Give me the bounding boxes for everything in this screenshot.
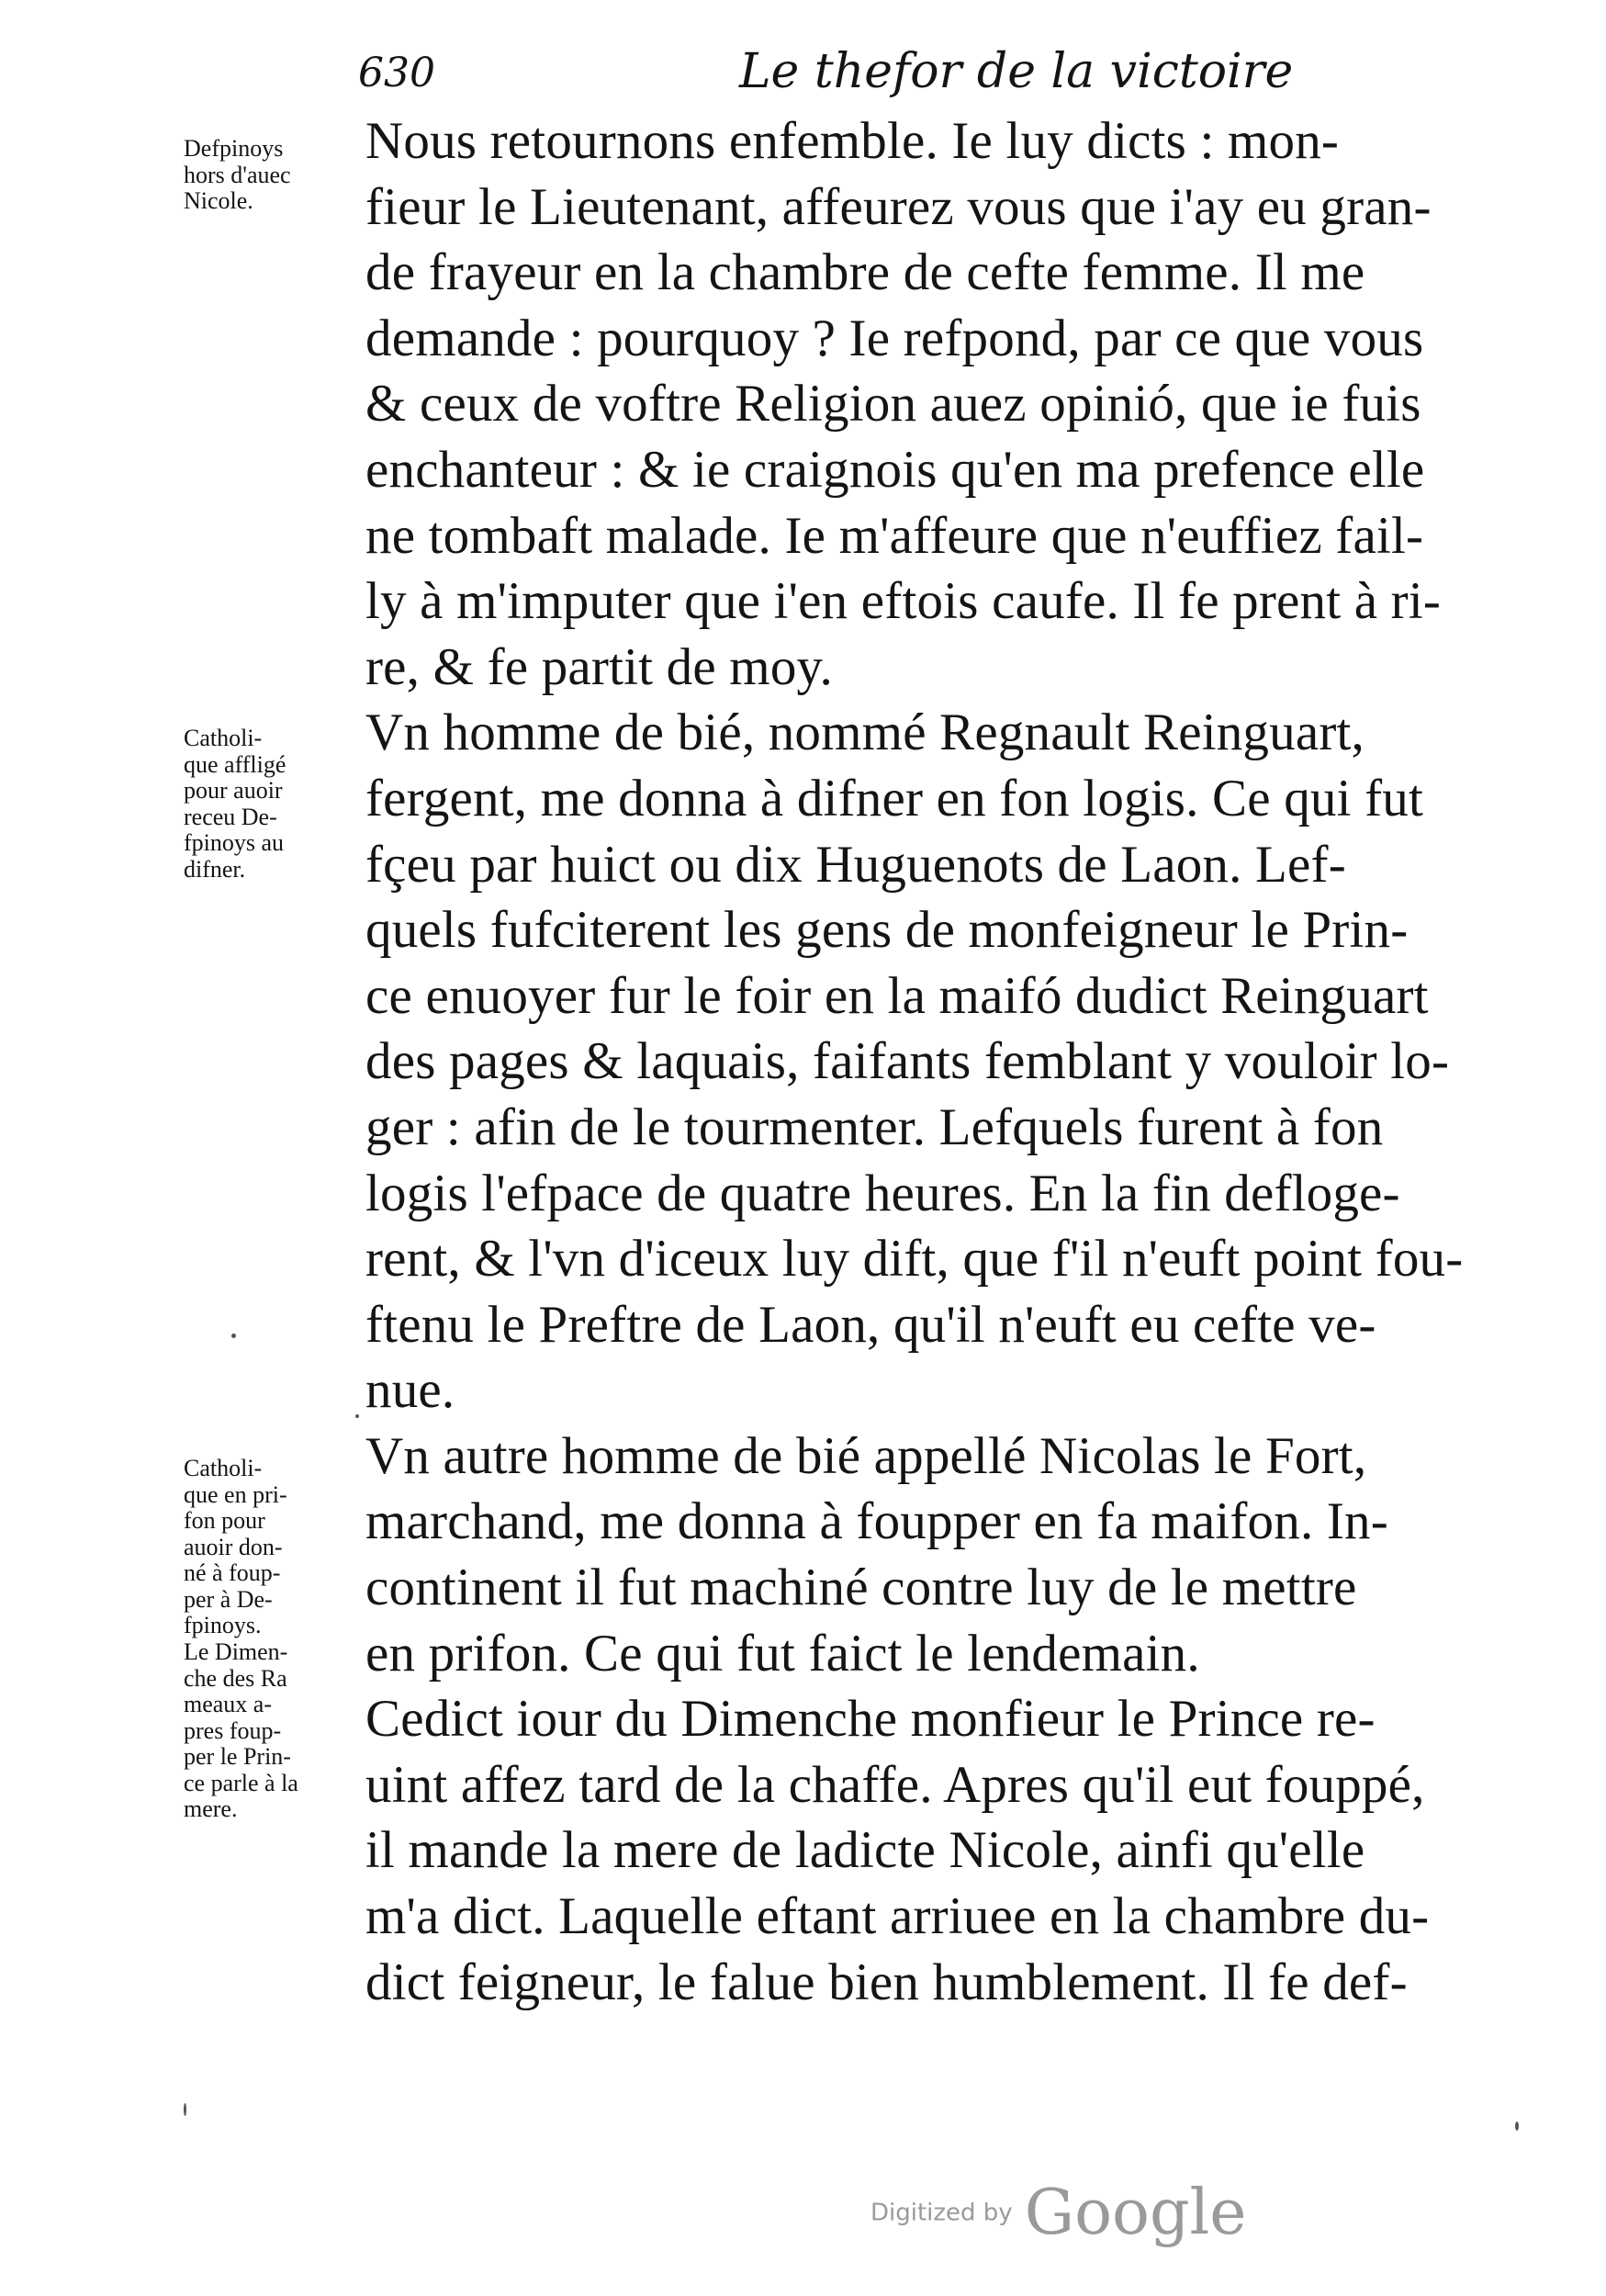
body-text	[365, 108, 1477, 2015]
text-line: des pages & laquais, faifants femblant y vouloir lo-	[365, 1032, 1450, 1091]
margin-note-1: Defpinoys hors d'auec Nicole.	[184, 135, 291, 214]
margin-note-2: Catholi- que affligé pour auoir receu De- fpinoys au difner.	[184, 725, 286, 883]
text-line: m'a dict. Laquelle eftant arriuee en la chambre du-	[365, 1887, 1430, 1946]
text-line: marchand, me donna à foupper en fa maifon. In-	[365, 1492, 1388, 1551]
text-line: de frayeur en la chambre de cefte femme. Il me	[365, 243, 1365, 302]
text-line: en prifon. Ce qui fut faict le lendemain.	[365, 1624, 1200, 1683]
margin-note-3: Catholi- que en pri- fon pour auoir don- né à foup- per à De- fpinoys.	[184, 1455, 287, 1638]
text-line: logis l'efpace de quatre heures. En la fin defloge-	[365, 1164, 1400, 1222]
text-line: il mande la mere de ladicte Nicole, ainfi qu'elle	[365, 1821, 1365, 1880]
text-line: Vn homme de bié, nommé Regnault Reinguart,	[365, 703, 1365, 762]
text-line: fçeu par huict ou dix Huguenots de Laon. Lef-	[365, 835, 1346, 894]
text-line: fieur le Lieutenant, affeurez vous que i'ay eu gran-	[365, 177, 1432, 236]
text-line: ftenu le Preftre de Laon, qu'il n'euft eu cefte ve-	[365, 1295, 1376, 1354]
scan-speck	[1515, 2122, 1519, 2131]
text-line: ly à m'imputer que i'en eftois caufe. Il fe prent à ri-	[365, 572, 1442, 631]
text-line: fergent, me donna à difner en fon logis. Ce qui fut	[365, 769, 1424, 827]
text-line: demande : pourquoy ? Ie refpond, par ce que vous	[365, 309, 1424, 367]
text-line: quels fufciterent les gens de monfeigneur le Prin-	[365, 901, 1409, 960]
running-title: Le thefor de la victoire	[739, 44, 1294, 99]
margin-note-4: Le Dimen- che des Ra meaux a- pres foup- per le Prin- ce parle à la mere.	[184, 1638, 298, 1822]
text-line: rent, & l'vn d'iceux luy dift, que f'il n'euft point fou-	[365, 1230, 1464, 1289]
digitized-watermark	[870, 2177, 1247, 2249]
google-logo: Google	[1024, 2177, 1247, 2249]
text-line: dict feigneur, le falue bien humblement. Il fe def-	[365, 1953, 1408, 2011]
text-line: Vn autre homme de bié appellé Nicolas le Fort,	[365, 1426, 1367, 1485]
scan-speck	[231, 1334, 236, 1338]
text-line: continent il fut machiné contre luy de le mettre	[365, 1559, 1357, 1617]
text-line: uint affez tard de la chaffe. Apres qu'il eut fouppé,	[365, 1755, 1425, 1814]
scan-speck	[355, 1414, 359, 1418]
text-line: ger : afin de le tourmenter. Lefquels furent à fon	[365, 1097, 1384, 1156]
page-number: 630	[358, 50, 435, 96]
text-line: & ceux de voftre Religion auez opinió, que ie fuis	[365, 375, 1421, 433]
text-line: re, & fe partit de moy.	[365, 637, 833, 696]
text-line: ce enuoyer fur le foir en la maifó dudict Reinguart	[365, 966, 1429, 1025]
text-line: nue.	[365, 1361, 455, 1420]
text-line: enchanteur : & ie craignois qu'en ma prefence elle	[365, 440, 1425, 499]
scan-speck	[184, 2103, 186, 2116]
text-line: Cedict iour du Dimenche monfieur le Prince re-	[365, 1690, 1376, 1749]
digitized-label: Digitized by	[870, 2199, 1013, 2227]
text-line: ne tombaft malade. Ie m'affeure que n'euffiez fail-	[365, 506, 1424, 565]
text-line: Nous retournons enfemble. Ie luy dicts : mon-	[365, 112, 1340, 170]
